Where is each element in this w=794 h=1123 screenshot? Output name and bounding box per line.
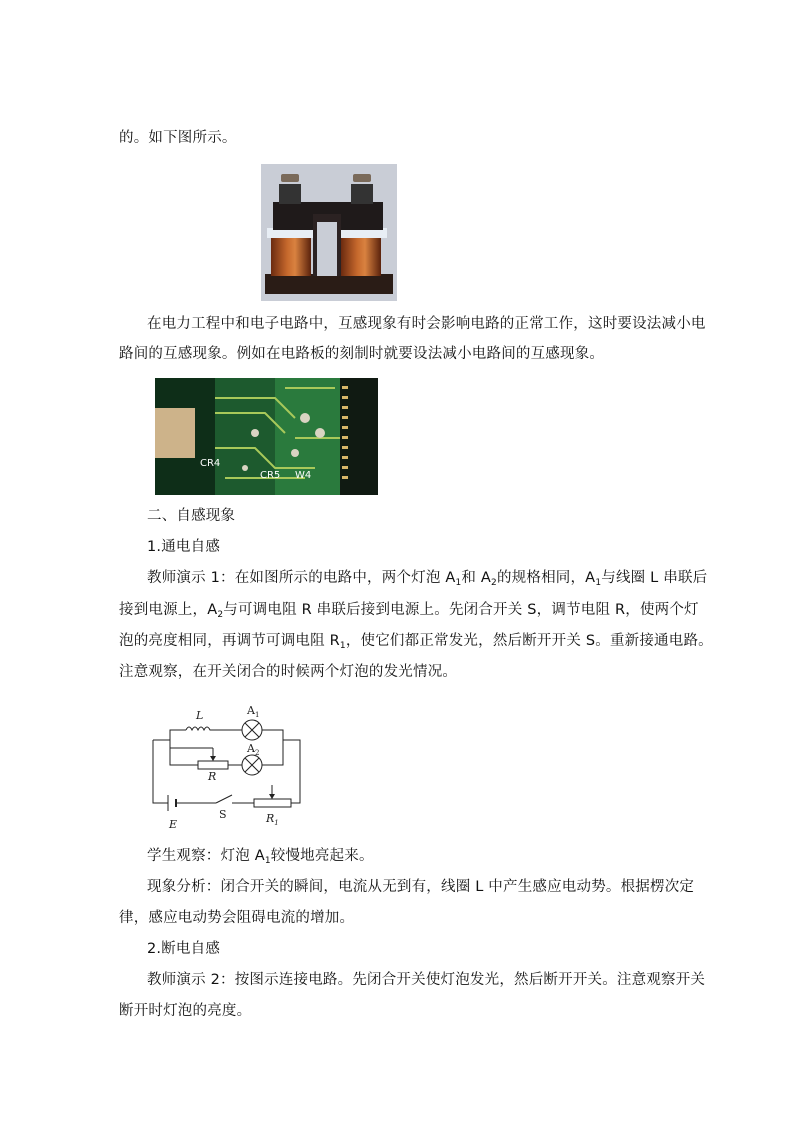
svg-text:CR5: CR5: [260, 470, 281, 481]
label-A1: $A_1$: [247, 704, 260, 719]
text-line: 断开时灯泡的亮度。: [119, 1003, 252, 1019]
transformer-photo: [261, 164, 397, 301]
text-line: 注意观察，在开关闭合的时候两个灯泡的发光情况。: [119, 664, 458, 680]
section-heading: 二、自感现象: [147, 508, 236, 524]
text-line: 教师演示 1：在如图所示的电路中，两个灯泡 $A_1$和 $A_2$的规格相同，$A_1$与线圈 L 串联后: [147, 570, 708, 588]
label-S: S: [219, 808, 227, 821]
subsection-heading: 1.通电自感: [147, 539, 221, 555]
label-R: R: [208, 770, 217, 783]
svg-text:W4: W4: [295, 470, 312, 481]
text-line: 的。如下图所示。: [119, 130, 237, 146]
text-line: 接到电源上，$A_2$与可调电阻 R 串联后接到电源上。先闭合开关 S，调节电阻 R，使两个灯: [119, 602, 699, 620]
svg-text:CR4: CR4: [200, 458, 221, 469]
subsection-heading: 2.断电自感: [147, 941, 221, 957]
label-L: L: [196, 709, 204, 722]
text-line: 泡的亮度相同，再调节可调电阻 $R_1$，使它们都正常发光，然后断开开关 S。重新接通电路。: [119, 633, 713, 651]
text-line: 学生观察：灯泡 $A_1$较慢地亮起来。: [147, 848, 374, 866]
text-line: 在电力工程中和电子电路中，互感现象有时会影响电路的正常工作，这时要设法减小电: [147, 316, 706, 332]
label-R1: $R_1$: [266, 812, 279, 827]
circuit-diagram: [146, 700, 316, 835]
text-line: 路间的互感现象。例如在电路板的刻制时就要设法减小电路间的互感现象。: [119, 346, 605, 362]
text-line: 现象分析：闭合开关的瞬间，电流从无到有，线圈 L 中产生感应电动势。根据楞次定: [147, 879, 695, 895]
text-line: 教师演示 2：按图示连接电路。先闭合开关使灯泡发光，然后断开开关。注意观察开关: [147, 972, 706, 988]
label-E: E: [169, 818, 178, 831]
circuit-board-photo: [155, 378, 378, 495]
label-A2: $A_2$: [247, 742, 260, 757]
text-line: 律，感应电动势会阻碍电流的增加。: [119, 910, 355, 926]
